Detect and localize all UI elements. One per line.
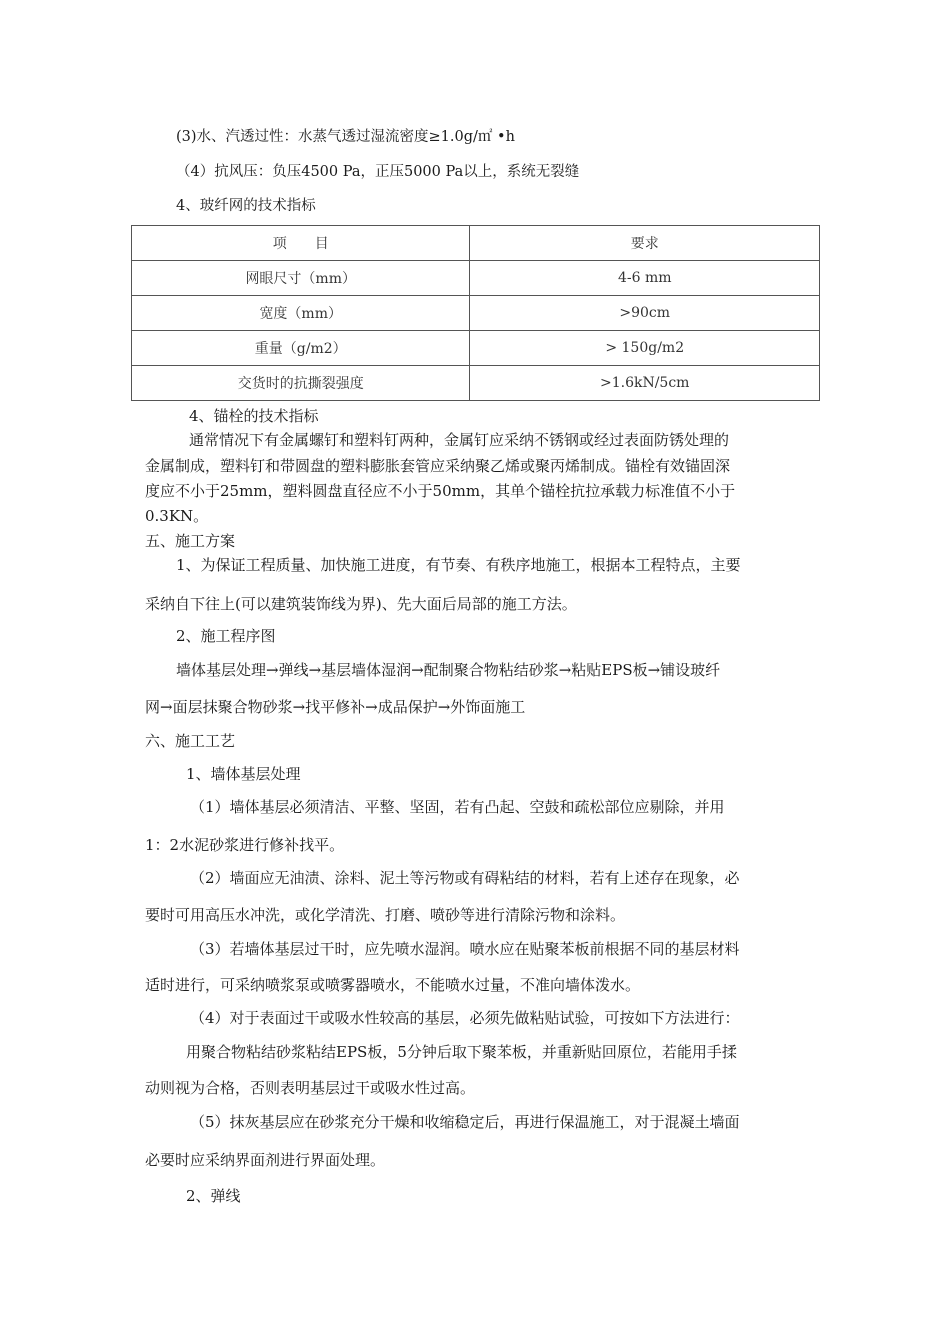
paragraph-line: 要时可用高压水冲洗，或化学清洗、打磨、喷砂等进行清除污物和涂料。 <box>145 906 626 924</box>
plan-item-2-title: 2、施工程序图 <box>176 627 276 645</box>
section-title: 五、施工方案 <box>145 532 236 550</box>
spec-line-wind: （4）抗风压：负压4500 Pa，正压5000 Pa以上，系统无裂缝 <box>176 164 580 180</box>
subsection-title: 2、弹线 <box>186 1187 241 1205</box>
plan-item-1-line: 1、为保证工程质量、加快施工进度，有节奏、有秩序地施工，根据本工程特点，主要 <box>176 556 741 574</box>
plan-item-1-line: 采纳自下往上(可以建筑装饰线为界)、先大面后局部的施工方法。 <box>145 595 577 613</box>
paragraph-line: （1）墙体基层必须清洁、平整、坚固，若有凸起、空鼓和疏松部位应剔除，并用 <box>190 798 725 816</box>
table-cell: 网眼尺寸（mm） <box>132 261 470 296</box>
anchor-para-line: 0.3KN。 <box>145 507 209 525</box>
procedure-flow-line: 墙体基层处理→弹线→基层墙体湿润→配制聚合物粘结砂浆→粘贴EPS板→铺设玻纤 <box>176 661 721 679</box>
paragraph-line: 1：2水泥砂浆进行修补找平。 <box>145 836 345 854</box>
table-row <box>132 296 820 331</box>
table-cell: 宽度（mm） <box>132 296 470 331</box>
table-cell: 交货时的抗撕裂强度 <box>132 366 470 401</box>
paragraph-line: 用聚合物粘结砂浆粘结EPS板，5分钟后取下聚苯板，并重新贴回原位，若能用手揉 <box>186 1043 737 1061</box>
table-cell: 重量（g/m2） <box>132 331 470 366</box>
table-cell: >1.6kN/5cm <box>470 366 820 401</box>
paragraph-line: 适时进行，可采纳喷浆泵或喷雾器喷水，不能喷水过量，不准向墙体泼水。 <box>145 976 641 994</box>
spec-line-vapor: (3)水、汽透过性：水蒸气透过湿流密度≥1.0g/㎡ •h <box>176 129 515 145</box>
anchor-para-line: 金属制成，塑料钉和带圆盘的塑料膨胀套管应采纳聚乙烯或聚丙烯制成。锚栓有效锚固深 <box>145 457 731 475</box>
mesh-spec-table <box>131 225 820 401</box>
procedure-flow-line: 网→面层抹聚合物砂浆→找平修补→成品保护→外饰面施工 <box>145 698 526 716</box>
table-cell: 4-6 mm <box>470 261 820 296</box>
table-header-cell: 项 目 <box>132 226 470 261</box>
table-header-cell: 要求 <box>470 226 820 261</box>
anchor-para-line: 度应不小于25mm，塑料圆盘直径应不小于50mm，其单个锚栓抗拉承载力标准值不小于 <box>145 482 736 500</box>
subsection-title: 1、墙体基层处理 <box>186 765 301 783</box>
paragraph-line: （4）对于表面过干或吸水性较高的基层，必须先做粘贴试验，可按如下方法进行： <box>190 1009 740 1027</box>
paragraph-line: （5）抹灰基层应在砂浆充分干燥和收缩稳定后，再进行保温施工，对于混凝土墙面 <box>190 1113 740 1131</box>
paragraph-line: 必要时应采纳界面剂进行界面处理。 <box>145 1151 386 1169</box>
section-title: 六、施工工艺 <box>145 732 236 750</box>
mesh-spec-title: 4、玻纤网的技术指标 <box>176 198 316 214</box>
anchor-spec-title: 4、锚栓的技术指标 <box>189 407 319 425</box>
table-row <box>132 366 820 401</box>
paragraph-line: 动则视为合格，否则表明基层过干或吸水性过高。 <box>145 1079 476 1097</box>
table-row <box>132 331 820 366</box>
table-cell: >90cm <box>470 296 820 331</box>
paragraph-line: （2）墙面应无油渍、涂料、泥土等污物或有碍粘结的材料，若有上述存在现象，必 <box>190 869 740 887</box>
table-header-row <box>132 226 820 261</box>
table-cell: > 150g/m2 <box>470 331 820 366</box>
table-row <box>132 261 820 296</box>
anchor-para-line: 通常情况下有金属螺钉和塑料钉两种，金属钉应采纳不锈钢或经过表面防锈处理的 <box>189 431 730 449</box>
paragraph-line: （3）若墙体基层过干时，应先喷水湿润。喷水应在贴聚苯板前根据不同的基层材料 <box>190 940 740 958</box>
